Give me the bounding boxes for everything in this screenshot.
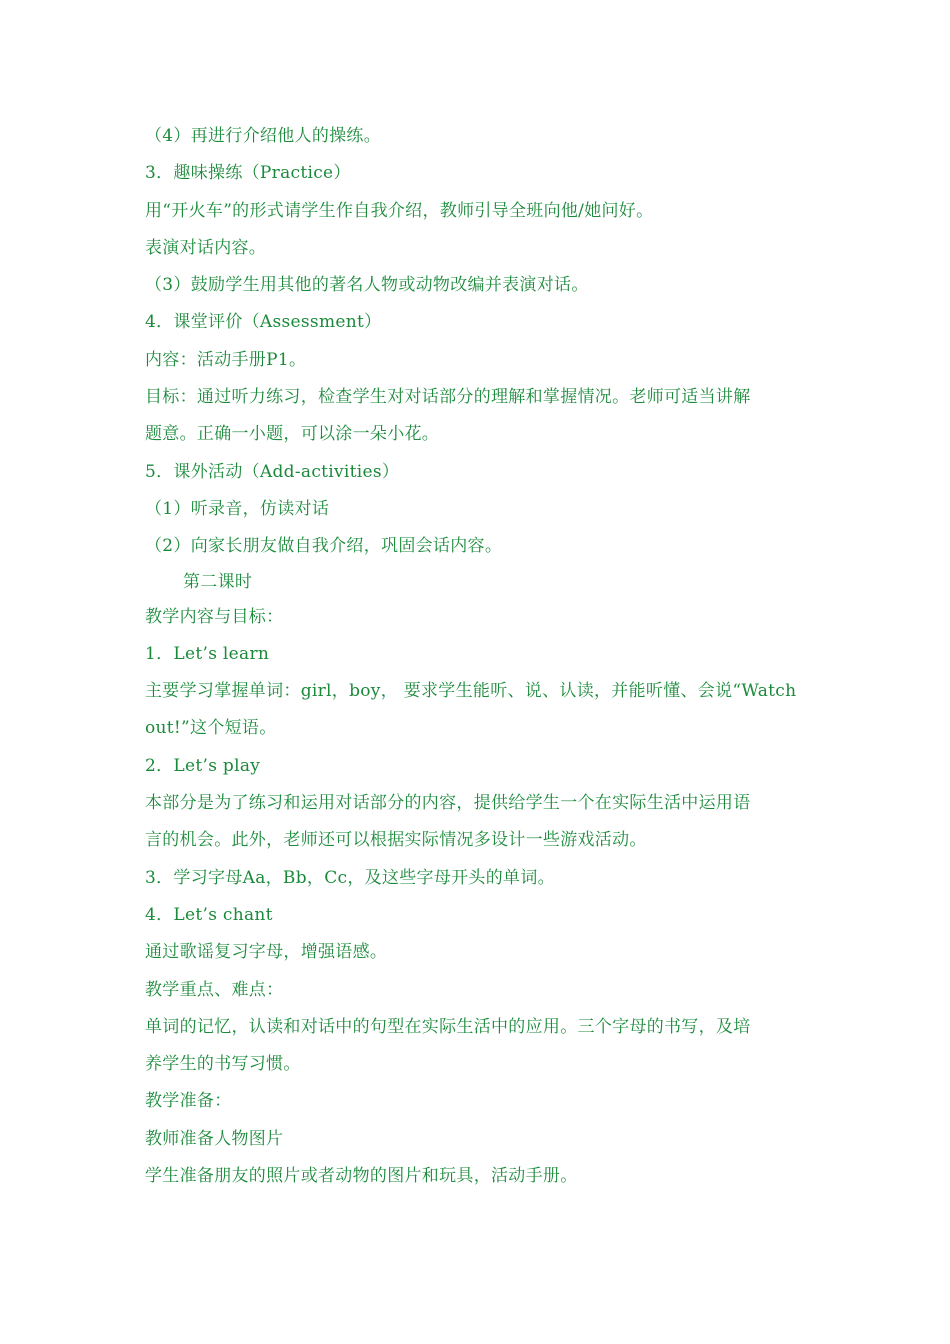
section-4-heading: 4．课堂评价（Assessment）: [145, 312, 382, 333]
paragraph-goal-line-1: 目标：通过听力练习，检查学生对对话部分的理解和掌握情况。老师可适当讲解: [145, 387, 751, 408]
document-body: [145, 118, 815, 1195]
paragraph-words-line-2: out!”这个短语。: [145, 718, 277, 739]
paragraph-play-line-2: 言的机会。此外，老师还可以根据实际情况多设计一些游戏活动。: [145, 830, 647, 851]
paragraph-play-line-1: 本部分是为了练习和运用对话部分的内容，提供给学生一个在实际生活中运用语: [145, 793, 751, 814]
paragraph-content: 内容：活动手册P1。: [145, 349, 307, 370]
paragraph-perform-dialogue: 表演对话内容。: [145, 237, 267, 258]
step-4-practice-line: （4）再进行介绍他人的操练。: [145, 126, 382, 146]
item-1-lets-learn: 1．Let’s learn: [145, 643, 270, 664]
paragraph-key-points-line-2: 养学生的书写习惯。: [145, 1054, 301, 1075]
paragraph-goal-line-2: 题意。正确一小题，可以涂一朵小花。: [145, 424, 440, 445]
section-5-heading: 5．课外活动（Add-activities）: [145, 461, 400, 482]
item-2-lets-play: 2．Let’s play: [145, 755, 261, 776]
paragraph-key-points-line-1: 单词的记忆，认读和对话中的句型在实际生活中的应用。三个字母的书写，及培: [145, 1016, 751, 1037]
key-points-heading: 教学重点、难点：: [145, 979, 284, 1000]
item-4-lets-chant: 4．Let’s chant: [145, 904, 273, 925]
teaching-content-heading: 教学内容与目标：: [145, 606, 284, 627]
paragraph-chant: 通过歌谣复习字母，增强语感。: [145, 942, 388, 963]
paragraph-train-game: 用“开火车”的形式请学生作自我介绍，教师引导全班向他/她问好。: [145, 200, 654, 221]
paragraph-words-line-1: 主要学习掌握单词：girl，boy， 要求学生能听、说、认读，并能听懂、会说“Watch: [145, 681, 797, 702]
preparation-heading: 教学准备：: [145, 1091, 232, 1112]
step-2-introduce: （2）向家长朋友做自我介绍，巩固会话内容。: [145, 536, 503, 557]
paragraph-student-prep: 学生准备朋友的照片或者动物的图片和玩具，活动手册。: [145, 1166, 578, 1187]
step-3-adapt-dialogue: （3）鼓励学生用其他的著名人物或动物改编并表演对话。: [145, 275, 589, 296]
section-3-heading: 3．趣味操练（Practice）: [145, 163, 351, 184]
item-3-letters: 3．学习字母Aa，Bb，Cc，及这些字母开头的单词。: [145, 867, 555, 888]
step-1-listen: （1）听录音，仿读对话: [145, 498, 330, 519]
lesson-2-title: 第二课时: [183, 571, 253, 592]
paragraph-teacher-prep: 教师准备人物图片: [145, 1128, 284, 1149]
